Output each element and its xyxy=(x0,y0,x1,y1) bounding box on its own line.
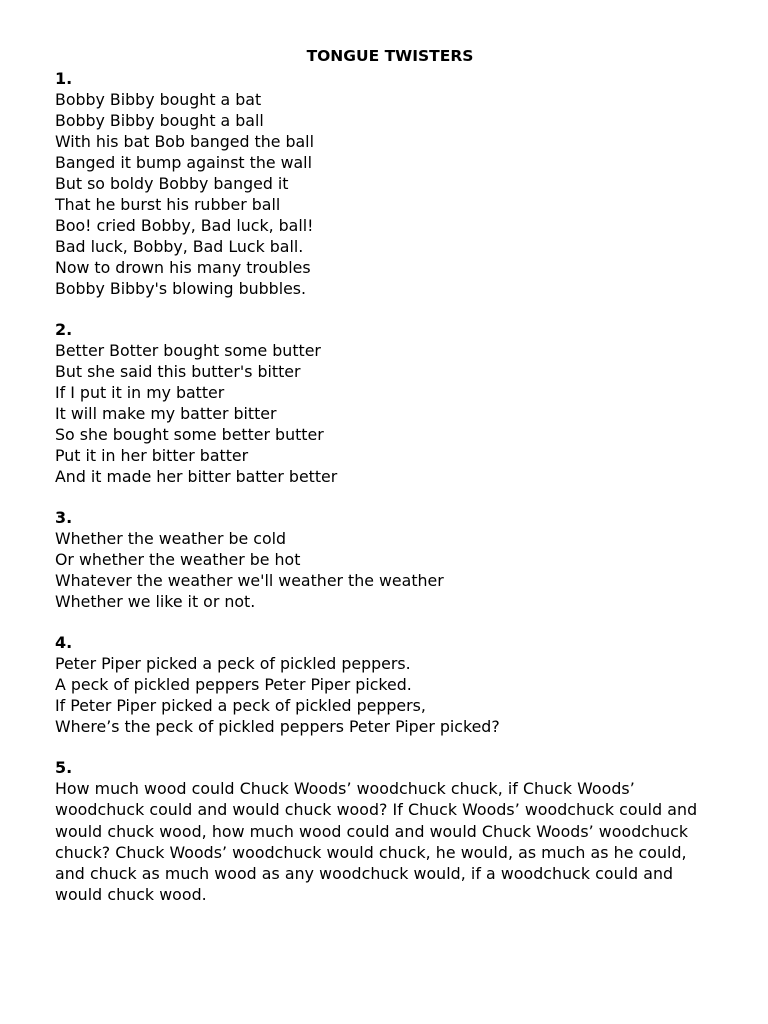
twister-paragraph: How much wood could Chuck Woods’ woodchuck chuck, if Chuck Woods’ woodchuck could and would chuck wood? If Chuck Woods’ woodchuck could and would chuck wood, how much wood could and would Chuck Woods’ woodchuck chuck? Chuck Woods’ woodchuck would chuck, he would, as much as he could, and chuck as much wood as any woodchuck would, if a woodchuck could and would chuck wood. xyxy=(55,779,698,905)
twister-line: Peter Piper picked a peck of pickled peppers. xyxy=(55,654,411,673)
twister-line: Now to drown his many troubles xyxy=(55,258,311,277)
twister-line: Where’s the peck of pickled peppers Peter Piper picked? xyxy=(55,717,500,736)
twister-line: But so boldy Bobby banged it xyxy=(55,174,289,193)
document-page xyxy=(55,46,715,926)
twister-line: But she said this butter's bitter xyxy=(55,362,301,381)
twister-line: So she bought some better butter xyxy=(55,425,324,444)
twister-line: Or whether the weather be hot xyxy=(55,550,301,569)
twister-number: 3. xyxy=(55,508,73,527)
twister-line: Bobby Bibby bought a ball xyxy=(55,111,264,130)
twister-line: Bobby Bibby bought a bat xyxy=(55,90,262,109)
tongue-twister-3 xyxy=(55,507,715,612)
tongue-twister-1 xyxy=(55,68,715,299)
twister-line: It will make my batter bitter xyxy=(55,404,277,423)
tongue-twister-5 xyxy=(55,757,715,906)
twister-line: That he burst his rubber ball xyxy=(55,195,281,214)
tongue-twister-2 xyxy=(55,319,715,487)
twister-number: 5. xyxy=(55,758,73,777)
twister-number: 2. xyxy=(55,320,73,339)
twister-line: Whatever the weather we'll weather the weather xyxy=(55,571,444,590)
twister-line: And it made her bitter batter better xyxy=(55,467,338,486)
twister-number: 4. xyxy=(55,633,73,652)
document-title: TONGUE TWISTERS xyxy=(306,47,474,65)
twister-line: Bobby Bibby's blowing bubbles. xyxy=(55,279,307,298)
twister-line: A peck of pickled peppers Peter Piper picked. xyxy=(55,675,412,694)
twister-line: If Peter Piper picked a peck of pickled peppers, xyxy=(55,696,426,715)
twister-line: Bad luck, Bobby, Bad Luck ball. xyxy=(55,237,304,256)
twister-line: With his bat Bob banged the ball xyxy=(55,132,314,151)
twister-line: Better Botter bought some butter xyxy=(55,341,321,360)
twister-line: If I put it in my batter xyxy=(55,383,225,402)
twister-number: 1. xyxy=(55,69,73,88)
twister-line: Put it in her bitter batter xyxy=(55,446,249,465)
twister-line: Boo! cried Bobby, Bad luck, ball! xyxy=(55,216,314,235)
twister-line: Whether we like it or not. xyxy=(55,592,256,611)
twister-line: Whether the weather be cold xyxy=(55,529,287,548)
twister-line: Banged it bump against the wall xyxy=(55,153,312,172)
tongue-twister-4 xyxy=(55,632,715,737)
